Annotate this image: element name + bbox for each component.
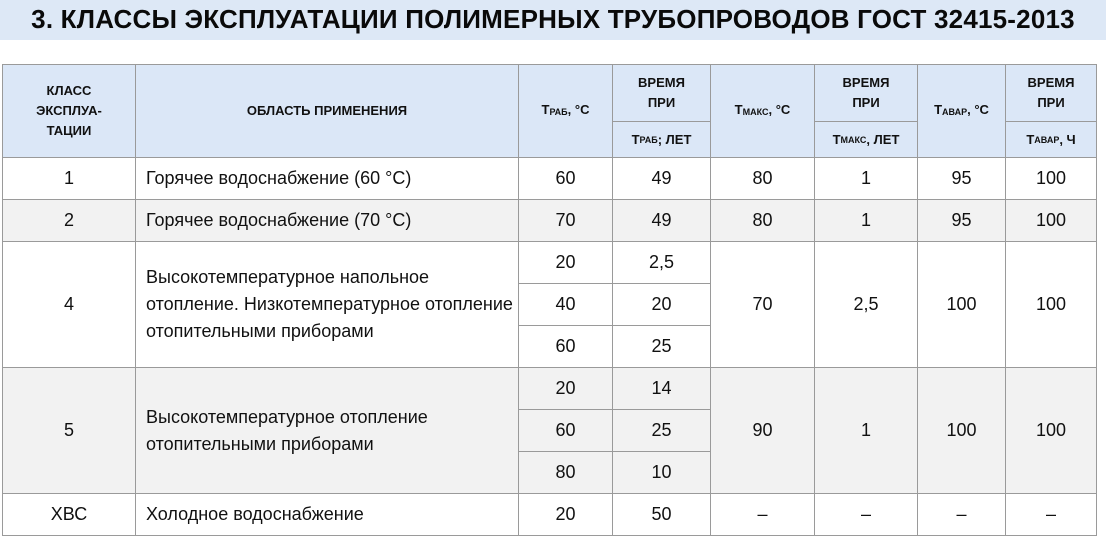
t-symbol: T [1026, 131, 1035, 147]
header-class-line2: ЭКСПЛУА- [36, 103, 102, 118]
cell-time-work: 2,5 [613, 242, 711, 284]
unit-celsius: , °C [967, 102, 989, 117]
unit-celsius: , °C [567, 102, 590, 117]
header-area: ОБЛАСТЬ ПРИМЕНЕНИЯ [136, 65, 519, 158]
cell-class: 2 [3, 200, 136, 242]
header-t-avar [918, 65, 1006, 158]
cell-time-work: 49 [613, 158, 711, 200]
t-symbol: T [934, 102, 943, 117]
cell-area: Холодное водоснабжение [136, 494, 519, 536]
cell-time-avar: 100 [1006, 242, 1097, 368]
t-max-subscript: МАКС [742, 107, 769, 117]
cell-time-work: 20 [613, 284, 711, 326]
cell-t-max: – [711, 494, 815, 536]
cell-time-work: 25 [613, 326, 711, 368]
unit-celsius: , °C [768, 102, 791, 117]
t-symbol: T [832, 131, 841, 147]
cell-area: Горячее водоснабжение (70 °C) [136, 200, 519, 242]
header-t-max [711, 65, 815, 158]
operating-classes-table [2, 64, 1097, 536]
cell-t-max: 80 [711, 158, 815, 200]
time-line2: ПРИ [852, 95, 880, 110]
cell-area: Высокотемпературное отопление отопительными приборами [136, 368, 519, 494]
t-work-subscript: РАБ [639, 134, 658, 145]
cell-t-work: 80 [519, 452, 613, 494]
page-title: 3. КЛАССЫ ЭКСПЛУАТАЦИИ ПОЛИМЕРНЫХ ТРУБОПРОВОДОВ ГОСТ 32415-2013 [31, 4, 1075, 34]
cell-time-max: – [815, 494, 918, 536]
cell-t-work: 20 [519, 242, 613, 284]
time-line2: ПРИ [1037, 95, 1065, 110]
header-t-work [519, 65, 613, 158]
cell-class: 5 [3, 368, 136, 494]
t-symbol: T [734, 102, 743, 117]
cell-t-avar: 100 [918, 242, 1006, 368]
cell-time-avar: 100 [1006, 158, 1097, 200]
cell-t-work: 60 [519, 326, 613, 368]
unit-years: , ЛЕТ [866, 131, 900, 147]
time-line2: ПРИ [647, 95, 676, 110]
cell-time-avar: 100 [1006, 368, 1097, 494]
table-row [3, 200, 1097, 242]
cell-t-work: 60 [519, 410, 613, 452]
unit-years: ; ЛЕТ [657, 131, 692, 147]
cell-t-work: 40 [519, 284, 613, 326]
table-row [3, 158, 1097, 200]
cell-time-work: 25 [613, 410, 711, 452]
unit-hours: , Ч [1059, 131, 1076, 147]
cell-t-avar: 95 [918, 200, 1006, 242]
table-row [3, 242, 1097, 284]
header-time-work [613, 65, 711, 158]
header-time-avar [1006, 65, 1097, 158]
t-work-subscript: РАБ [549, 107, 568, 117]
cell-t-work: 70 [519, 200, 613, 242]
cell-time-avar: 100 [1006, 200, 1097, 242]
cell-area: Высокотемпературное напольное отопление. Низкотемпературное отопление отопительными приборами [136, 242, 519, 368]
cell-t-max: 90 [711, 368, 815, 494]
cell-t-avar: 95 [918, 158, 1006, 200]
cell-time-work: 50 [613, 494, 711, 536]
header-class-line1: КЛАСС [46, 83, 92, 98]
cell-time-max: 1 [815, 200, 918, 242]
cell-t-max: 80 [711, 200, 815, 242]
header-time-max [815, 65, 918, 158]
header-class-line3: ТАЦИИ [46, 123, 92, 138]
t-max-subscript: МАКС [840, 134, 867, 145]
header-class [3, 65, 136, 158]
cell-t-avar: – [918, 494, 1006, 536]
t-symbol: T [541, 102, 550, 117]
cell-time-max: 1 [815, 158, 918, 200]
table-row [3, 494, 1097, 536]
time-line1: ВРЕМЯ [1027, 75, 1075, 90]
cell-t-avar: 100 [918, 368, 1006, 494]
cell-t-work: 20 [519, 368, 613, 410]
t-symbol: T [631, 131, 640, 147]
cell-time-work: 10 [613, 452, 711, 494]
table-row [3, 368, 1097, 410]
cell-class: 4 [3, 242, 136, 368]
cell-time-work: 14 [613, 368, 711, 410]
cell-time-max: 2,5 [815, 242, 918, 368]
cell-time-work: 49 [613, 200, 711, 242]
cell-t-work: 20 [519, 494, 613, 536]
cell-time-avar: – [1006, 494, 1097, 536]
cell-t-max: 70 [711, 242, 815, 368]
cell-class: ХВС [3, 494, 136, 536]
cell-area: Горячее водоснабжение (60 °C) [136, 158, 519, 200]
time-line1: ВРЕМЯ [638, 75, 685, 90]
header-row [3, 65, 1097, 158]
cell-time-max: 1 [815, 368, 918, 494]
t-avar-subscript: АВАР [1034, 134, 1060, 145]
cell-t-work: 60 [519, 158, 613, 200]
time-line1: ВРЕМЯ [842, 75, 890, 90]
t-avar-subscript: АВАР [942, 107, 968, 117]
cell-class: 1 [3, 158, 136, 200]
